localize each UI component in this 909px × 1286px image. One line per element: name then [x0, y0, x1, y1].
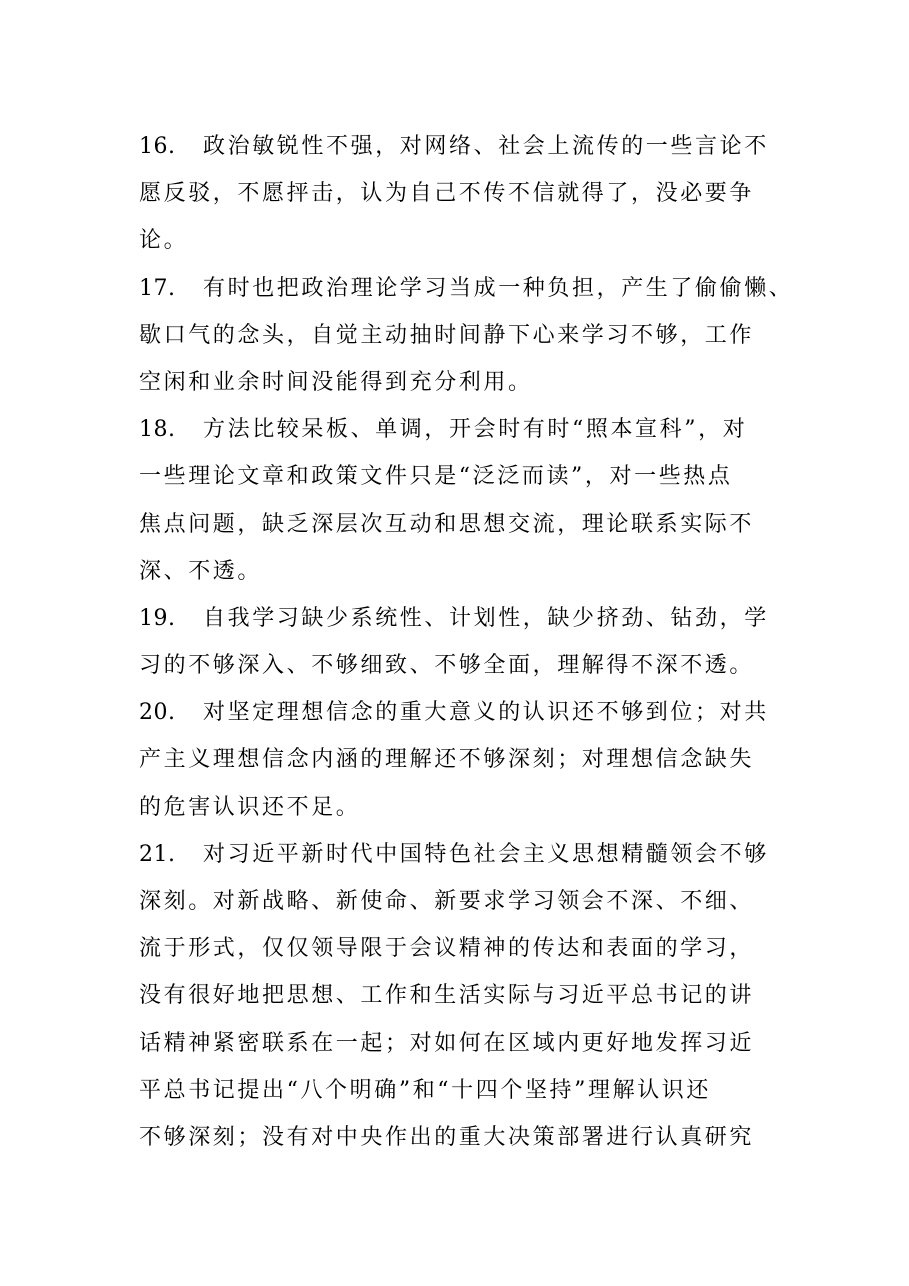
text-line: 的危害认识还不足。	[139, 794, 361, 820]
text-line: 习的不够深入、不够细致、不够全面，理解得不深不透。	[139, 653, 755, 679]
document-body	[139, 123, 794, 1161]
line-text: 有时也把政治理论学习当成一种负担，产生了偷偷懒、	[203, 275, 794, 301]
text-line	[139, 123, 779, 170]
line-text: 自我学习缺少系统性、计划性，缺少挤劲、钻劲，学	[203, 605, 769, 631]
text-line: 话精神紧密联系在一起；对如何在区域内更好地发挥习近	[139, 1030, 755, 1056]
list-item-17	[139, 265, 794, 407]
item-number: 19.	[139, 605, 176, 631]
text-line	[139, 595, 779, 642]
text-line: 焦点问题，缺乏深层次互动和思想交流，理论联系实际不	[139, 511, 755, 537]
text-line	[139, 689, 779, 736]
list-item-18	[139, 406, 779, 595]
text-line: 深、不透。	[139, 558, 263, 584]
list-item-19	[139, 595, 779, 689]
text-line	[139, 831, 779, 878]
text-line: 空闲和业余时间没能得到充分利用。	[139, 369, 533, 395]
line-text: 对习近平新时代中国特色社会主义思想精髓领会不够	[203, 841, 769, 867]
line-text: 对坚定理想信念的重大意义的认识还不够到位；对共	[203, 700, 769, 726]
list-item-21	[139, 831, 779, 1161]
line-text: 方法比较呆板、单调，开会时有时“照本宣科”，对	[203, 417, 748, 443]
text-line: 愿反驳，不愿抨击，认为自己不传不信就得了，没必要争	[139, 181, 755, 207]
text-line	[139, 265, 794, 312]
text-line: 一些理论文章和政策文件只是“泛泛而读”，对一些热点	[139, 464, 733, 490]
text-line: 没有很好地把思想、工作和生活实际与习近平总书记的讲	[139, 983, 755, 1009]
text-line: 论。	[139, 228, 189, 254]
text-line: 产主义理想信念内涵的理解还不够深刻；对理想信念缺失	[139, 747, 755, 773]
text-line: 流于形式，仅仅领导限于会议精神的传达和表面的学习，	[139, 936, 755, 962]
item-number: 16.	[139, 134, 176, 159]
item-number: 21.	[139, 841, 176, 867]
text-line: 歇口气的念头，自觉主动抽时间静下心来学习不够，工作	[139, 322, 755, 348]
text-line: 平总书记提出“八个明确”和“十四个坚持”理解认识还	[139, 1077, 711, 1103]
line-text: 政治敏锐性不强，对网络、社会上流传的一些言论不	[203, 134, 769, 159]
item-number: 17.	[139, 275, 176, 301]
item-number: 18.	[139, 417, 176, 443]
text-line: 深刻。对新战略、新使命、新要求学习领会不深、不细、	[139, 889, 755, 914]
list-item-16	[139, 123, 779, 265]
list-item-20	[139, 689, 779, 831]
item-number: 20.	[139, 700, 176, 726]
text-line	[139, 406, 779, 453]
text-line: 不够深刻；没有对中央作出的重大决策部署进行认真研究	[139, 1124, 755, 1150]
